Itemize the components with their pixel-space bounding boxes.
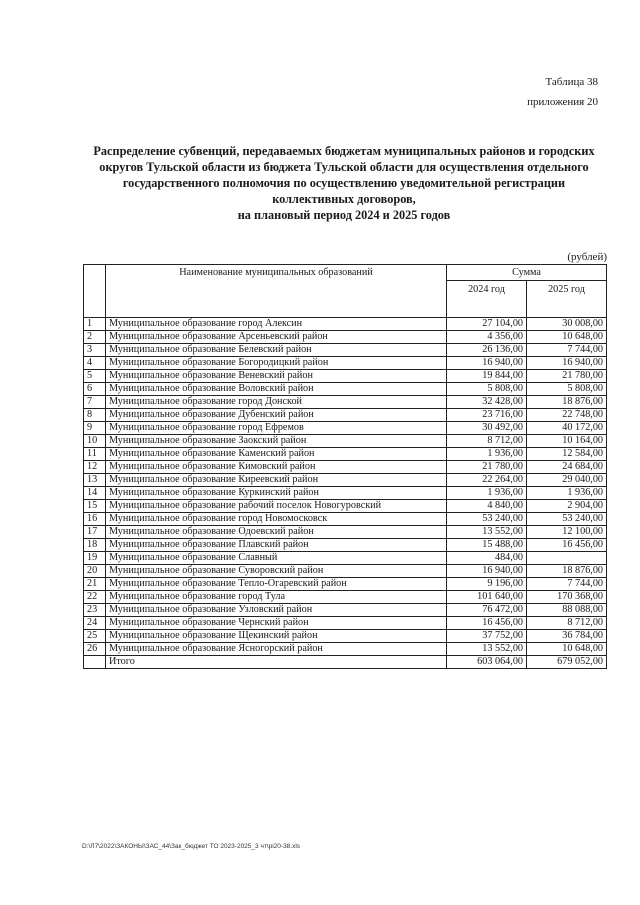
- row-number: 16: [84, 513, 106, 526]
- amount-2024: 16 940,00: [447, 357, 527, 370]
- municipality-name: Муниципальное образование Щекинский район: [106, 630, 447, 643]
- amount-2025: 16 456,00: [527, 539, 607, 552]
- total-label: Итого: [106, 656, 447, 669]
- row-number: 3: [84, 344, 106, 357]
- amount-2024: 4 356,00: [447, 331, 527, 344]
- total-row: [84, 656, 607, 669]
- table-row: [84, 396, 607, 409]
- municipality-name: Муниципальное образование город Тула: [106, 591, 447, 604]
- sum-column-header: Сумма: [447, 265, 607, 281]
- amount-2025: 10 648,00: [527, 643, 607, 656]
- total-number-cell: [84, 656, 106, 669]
- amount-2024: 1 936,00: [447, 487, 527, 500]
- amount-2025: 18 876,00: [527, 396, 607, 409]
- table-row: [84, 344, 607, 357]
- table-row: [84, 422, 607, 435]
- table-row: [84, 591, 607, 604]
- amount-2024: 76 472,00: [447, 604, 527, 617]
- title-line: Распределение субвенций, передаваемых бюджетам муниципальных районов и городских: [93, 144, 595, 158]
- amount-2025: 12 100,00: [527, 526, 607, 539]
- municipality-name: Муниципальное образование Одоевский район: [106, 526, 447, 539]
- amount-2025: 10 648,00: [527, 331, 607, 344]
- title-line: округов Тульской области из бюджета Тульской области для осуществления отдельного: [99, 160, 589, 174]
- amount-2024: 21 780,00: [447, 461, 527, 474]
- municipality-name: Муниципальное образование Белевский район: [106, 344, 447, 357]
- amount-2025: 29 040,00: [527, 474, 607, 487]
- table-row: [84, 461, 607, 474]
- table-row: [84, 409, 607, 422]
- amount-2025: 170 368,00: [527, 591, 607, 604]
- municipality-name: Муниципальное образование Кимовский район: [106, 461, 447, 474]
- amount-2025: 12 584,00: [527, 448, 607, 461]
- row-number: 24: [84, 617, 106, 630]
- row-number: 14: [84, 487, 106, 500]
- amount-2025: 22 748,00: [527, 409, 607, 422]
- table-row: [84, 539, 607, 552]
- amount-2024: 32 428,00: [447, 396, 527, 409]
- amount-2025: [527, 552, 607, 565]
- row-number: 11: [84, 448, 106, 461]
- amount-2024: 26 136,00: [447, 344, 527, 357]
- amount-2024: 30 492,00: [447, 422, 527, 435]
- row-number: 17: [84, 526, 106, 539]
- row-number: 4: [84, 357, 106, 370]
- amount-2024: 53 240,00: [447, 513, 527, 526]
- row-number: 23: [84, 604, 106, 617]
- row-number: 21: [84, 578, 106, 591]
- amount-2025: 24 684,00: [527, 461, 607, 474]
- amount-2025: 30 008,00: [527, 318, 607, 331]
- table-row: [84, 487, 607, 500]
- row-number: 10: [84, 435, 106, 448]
- amount-2025: 40 172,00: [527, 422, 607, 435]
- row-number: 7: [84, 396, 106, 409]
- municipality-name: Муниципальное образование город Новомосковск: [106, 513, 447, 526]
- row-number: 8: [84, 409, 106, 422]
- table-row: [84, 630, 607, 643]
- amount-2024: 15 488,00: [447, 539, 527, 552]
- municipality-name: Муниципальное образование город Донской: [106, 396, 447, 409]
- amount-2025: 7 744,00: [527, 578, 607, 591]
- amount-2024: 23 716,00: [447, 409, 527, 422]
- table-row: [84, 617, 607, 630]
- amount-2024: 22 264,00: [447, 474, 527, 487]
- table-row: [84, 448, 607, 461]
- table-row: [84, 643, 607, 656]
- name-column-header: Наименование муниципальных образований: [106, 265, 447, 318]
- row-number: 9: [84, 422, 106, 435]
- table-row: [84, 331, 607, 344]
- total-2025: 679 052,00: [527, 656, 607, 669]
- table-row: [84, 383, 607, 396]
- document-title: [78, 143, 610, 223]
- amount-2024: 16 940,00: [447, 565, 527, 578]
- row-number: 5: [84, 370, 106, 383]
- amount-2024: 1 936,00: [447, 448, 527, 461]
- municipality-name: Муниципальное образование рабочий поселок Новогуровский: [106, 500, 447, 513]
- row-number: 13: [84, 474, 106, 487]
- amount-2024: 5 808,00: [447, 383, 527, 396]
- row-number: 25: [84, 630, 106, 643]
- row-number: 15: [84, 500, 106, 513]
- row-number: 26: [84, 643, 106, 656]
- title-line: на плановый период 2024 и 2025 годов: [237, 208, 451, 222]
- amount-2024: 13 552,00: [447, 643, 527, 656]
- appendix-reference: приложения 20: [527, 96, 598, 108]
- amount-2024: 8 712,00: [447, 435, 527, 448]
- municipality-name: Муниципальное образование Веневский район: [106, 370, 447, 383]
- unit-label: (рублей): [567, 251, 607, 263]
- amount-2024: 19 844,00: [447, 370, 527, 383]
- municipality-name: Муниципальное образование Арсеньевский район: [106, 331, 447, 344]
- municipality-name: Муниципальное образование Воловский район: [106, 383, 447, 396]
- row-number: 12: [84, 461, 106, 474]
- row-number: 19: [84, 552, 106, 565]
- municipality-name: Муниципальное образование Заокский район: [106, 435, 447, 448]
- row-number: 1: [84, 318, 106, 331]
- row-number: 2: [84, 331, 106, 344]
- row-number: 18: [84, 539, 106, 552]
- municipality-name: Муниципальное образование Дубенский район: [106, 409, 447, 422]
- amount-2024: 484,00: [447, 552, 527, 565]
- table-row: [84, 513, 607, 526]
- amount-2025: 53 240,00: [527, 513, 607, 526]
- amount-2024: 16 456,00: [447, 617, 527, 630]
- table-row: [84, 318, 607, 331]
- municipality-name: Муниципальное образование Чернский район: [106, 617, 447, 630]
- municipality-name: Муниципальное образование Узловский район: [106, 604, 447, 617]
- table-row: [84, 604, 607, 617]
- year-2024-header: 2024 год: [447, 281, 527, 318]
- amount-2024: 4 840,00: [447, 500, 527, 513]
- year-2025-header: 2025 год: [527, 281, 607, 318]
- row-number: 20: [84, 565, 106, 578]
- amount-2025: 88 088,00: [527, 604, 607, 617]
- amount-2025: 16 940,00: [527, 357, 607, 370]
- row-number: 6: [84, 383, 106, 396]
- amount-2025: 7 744,00: [527, 344, 607, 357]
- amount-2025: 2 904,00: [527, 500, 607, 513]
- subsidy-table: [83, 264, 607, 669]
- title-line: государственного полномочия по осуществлению уведомительной регистрации: [122, 176, 566, 190]
- number-column-header: [84, 265, 106, 318]
- municipality-name: Муниципальное образование Суворовский район: [106, 565, 447, 578]
- amount-2024: 37 752,00: [447, 630, 527, 643]
- title-line: коллективных договоров,: [272, 192, 416, 206]
- municipality-name: Муниципальное образование Куркинский район: [106, 487, 447, 500]
- amount-2024: 27 104,00: [447, 318, 527, 331]
- amount-2024: 9 196,00: [447, 578, 527, 591]
- municipality-name: Муниципальное образование Ясногорский район: [106, 643, 447, 656]
- municipality-name: Муниципальное образование Киреевский район: [106, 474, 447, 487]
- table-body: [84, 318, 607, 669]
- amount-2025: 36 784,00: [527, 630, 607, 643]
- table-row: [84, 474, 607, 487]
- total-2024: 603 064,00: [447, 656, 527, 669]
- amount-2025: 1 936,00: [527, 487, 607, 500]
- table-row: [84, 526, 607, 539]
- municipality-name: Муниципальное образование Каменский район: [106, 448, 447, 461]
- amount-2025: 8 712,00: [527, 617, 607, 630]
- municipality-name: Муниципальное образование город Ефремов: [106, 422, 447, 435]
- table-row: [84, 552, 607, 565]
- table-row: [84, 357, 607, 370]
- table-header-row: [84, 265, 607, 281]
- file-path-footer: D:\Л7\2022\ЗАКОНЫ\ЗАС_44\Зак_бюджет ТО 2023-2025_3 чт\рi20-38.xls: [82, 843, 301, 850]
- table-row: [84, 435, 607, 448]
- municipality-name: Муниципальное образование Тепло-Огаревский район: [106, 578, 447, 591]
- municipality-name: Муниципальное образование Богородицкий район: [106, 357, 447, 370]
- municipality-name: Муниципальное образование Плавский район: [106, 539, 447, 552]
- amount-2025: 21 780,00: [527, 370, 607, 383]
- amount-2025: 18 876,00: [527, 565, 607, 578]
- table-number: Таблица 38: [545, 76, 598, 88]
- amount-2025: 5 808,00: [527, 383, 607, 396]
- municipality-name: Муниципальное образование Славный: [106, 552, 447, 565]
- amount-2025: 10 164,00: [527, 435, 607, 448]
- table-row: [84, 370, 607, 383]
- municipality-name: Муниципальное образование город Алексин: [106, 318, 447, 331]
- row-number: 22: [84, 591, 106, 604]
- amount-2024: 101 640,00: [447, 591, 527, 604]
- amount-2024: 13 552,00: [447, 526, 527, 539]
- table-row: [84, 578, 607, 591]
- table-row: [84, 500, 607, 513]
- table-row: [84, 565, 607, 578]
